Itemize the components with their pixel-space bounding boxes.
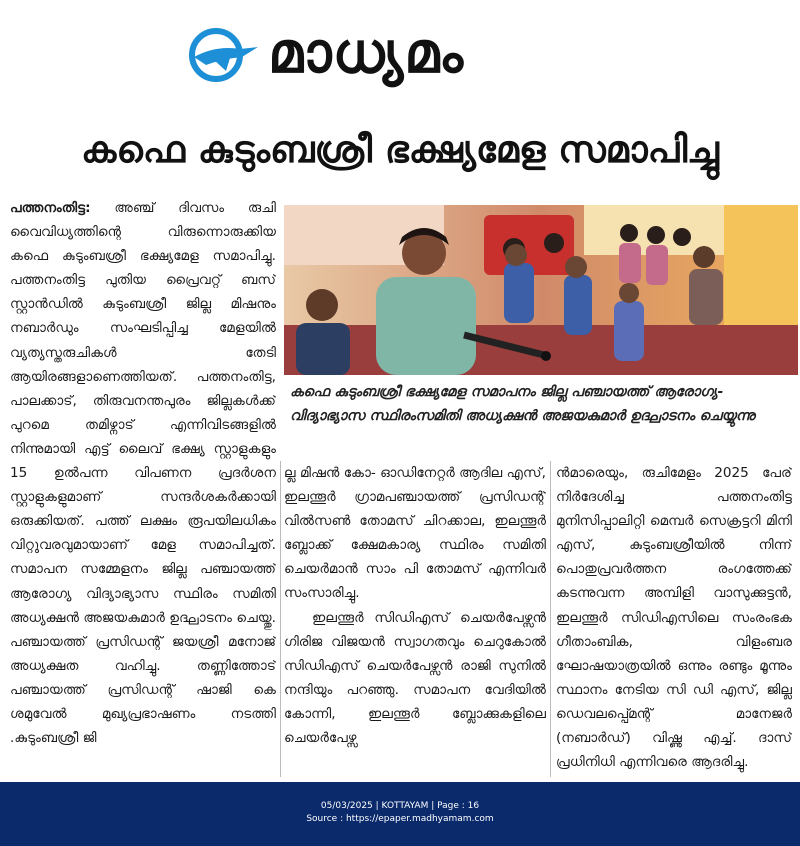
column-3-paragraph: ൻമാരെയും, രുചിമേളം 2025 പേര് നിർദേശിച്ച പത്തനംതിട്ട മുനിസിപ്പാലിറ്റി മെമ്പർ സെക്രട്ടറി മിനി എസ്, കുടുംബശ്രീയിൽ നിന്ന് പൊതുപ്രവർത്തന രംഗത്തേക്ക് കടന്നുവന്ന അമ്പിളി വാസുക്കുട്ടൻ, ഇലന്തൂർ സിഡിഎസിലെ സംരംഭക ഗീതാംബിക, വിളംബര ഘോഷയാത്രയിൽ ഒന്നും രണ്ടും മൂന്നും സ്ഥാനം നേടിയ സി ഡി എസ്, ജില്ല ഡെവലപ്പ്മെന്റ് മാനേജർ (നബാർഡ്) വിഷ്ണു എച്ച്. ദാസ് പ്രധിനിധി എന്നിവരെ ആദരിച്ചു. [556,465,792,771]
headline: കഫെ കുടുംബശ്രീ ഭക്ഷ്യമേള സമാപിച്ചു [81,128,719,171]
logo-text: മാധ്യമം [268,21,464,86]
article-column-2 [284,461,546,779]
dateline: പത്തനംതിട്ട: [10,200,91,216]
event-photo-image [284,205,798,375]
article-column-3 [556,461,792,779]
photo-caption: കഫെ കുടുംബശ്രീ ഭക്ഷ്യമേള സമാപനം ജില്ല പഞ്ചായത്ത് ആരോഗ്യ-വിദ്യാഭ്യാസ സ്ഥിരംസമിതി അധ്യക്ഷൻ അജയകുമാർ ഉദ്ഘാടനം ചെയ്യുന്നു [290,384,755,424]
masthead [0,0,800,108]
column-divider [550,461,551,777]
bird-logo-icon [186,27,260,83]
column-divider [280,461,281,777]
column-2-paragraph-2: ഇലന്തൂർ സിഡിഎസ് ചെയർപേഴ്സൻ ഗിരിജ വിജയൻ സ്വാഗതവും ചെറുകോൽ സിഡിഎസ് ചെയർപേഴ്സൻ രാജി സുനിൽ നന്ദിയും പറഞ്ഞു. സമാപന വേദിയിൽ കോന്നി, ഇലന്തൂർ ബ്ലോക്കുകളിലെ ചെയർപേഴ്സ [284,609,546,747]
footer-source: Source : https://epaper.madhyamam.com [306,814,494,824]
column-2-paragraph-1: ല്ല മിഷൻ കോ- ഓഡിനേറ്റർ ആദില എസ്, ഇലന്തൂർ ഗ്രാമപഞ്ചായത്ത് പ്രസിഡന്റ് വിൽസൺ തോമസ് ചിറക്കാല, ഇലന്തൂർ ബ്ലോക്ക് ക്ഷേമകാര്യ സ്ഥിരം സമിതി ചെയർമാൻ സാം പി തോമസ് എന്നിവർ സംസാരിച്ചു. [284,465,546,602]
footer-date-page: 05/03/2025 | KOTTAYAM | Page : 16 [320,801,480,811]
footer-bar [0,782,800,846]
event-photo [284,205,798,375]
article-column-1 [10,196,276,778]
column-1-text: അഞ്ച് ദിവസം രുചി വൈവിധ്യത്തിന്റെ വിരുന്നൊരുക്കിയ കഫെ കുടുംബശ്രീ ഭക്ഷ്യമേള സമാപിച്ചു. പത്തനംതിട്ട പുതിയ പ്രൈവറ്റ് ബസ് സ്റ്റാൻഡിൽ കുടുംബശ്രീ ജില്ല മിഷനും നബാർഡും സംഘടിപ്പിച്ച മേളയിൽ വ്യത്യസ്തരുചികൾ തേടി ആയിരങ്ങളാണെത്തിയത്. പത്തനംതിട്ട, പാലക്കാട്, തിരുവനന്തപുരം ജില്ലകൾക്ക് പുറമെ തമിഴ്നാട് എന്നിവിടങ്ങളിൽ നിന്നുമായി എട്ട് ലൈവ് ഭക്ഷ്യ സ്റ്റാളുകളും 15 ഉൽപന്ന വിപണന പ്രദർശന സ്റ്റാളുകളുമാണ് സന്ദർശകർക്കായി ഒരുക്കിയത്. പത്ത് ലക്ഷം രൂപയിലധികം വിറ്റുവരവുമായാണ് മേള സമാപിച്ചത്. സമാപന സമ്മേളനം ജില്ല പഞ്ചായത്ത് ആരോഗ്യ വിദ്യാഭ്യാസ സ്ഥിരം സമിതി അധ്യക്ഷൻ അജയകുമാർ ഉദ്ഘാടനം ചെയ്തു. പഞ്ചായത്ത് പ്രസിഡന്റ് ജയശ്രീ മനോജ് അധ്യക്ഷത വഹിച്ചു. തണ്ണിത്തോട് പഞ്ചായത്ത് പ്രസിഡന്റ് ഷാജി കെ ശമുവേൽ മുഖ്യപ്രഭാഷണം നടത്തി .കുടുംബശ്രീ ജി [10,200,276,747]
